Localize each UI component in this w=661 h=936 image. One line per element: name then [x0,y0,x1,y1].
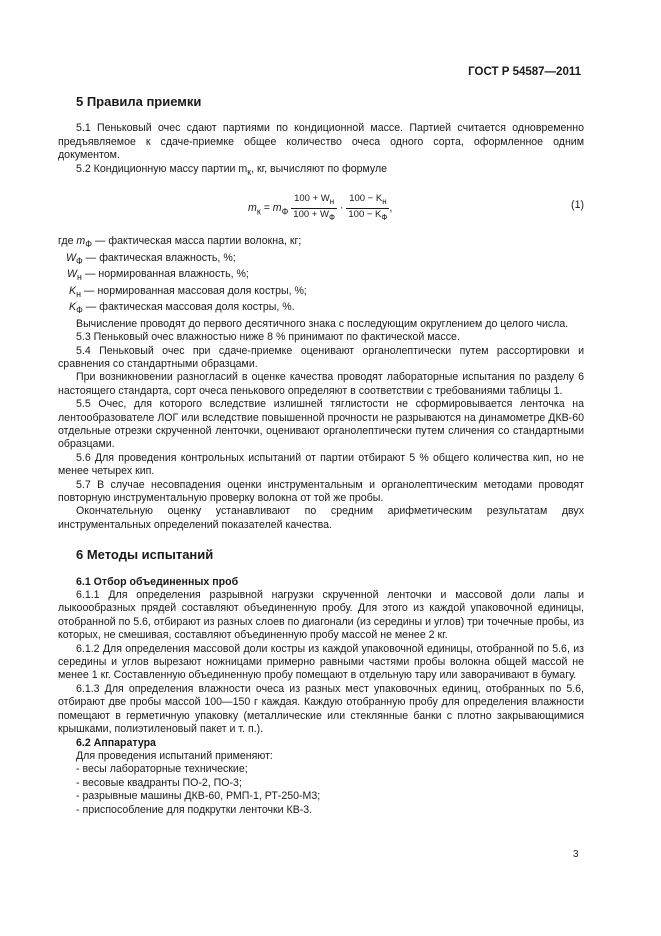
paragraph-6-2-intro: Для проведения испытаний применяют: [76,749,273,762]
formula-definitions [58,235,584,318]
definition-row: $K_Ф$ — фактическая массовая доля костры, %. [69,301,295,316]
paragraph-5-2: 5.2 Кондиционную массу партии $m_к$, кг, вычисляют по формуле [76,162,388,177]
definition-row: $K_н$ — нормированная массовая доля костры, %; [69,284,307,299]
paragraph-5-3: 5.3 Пеньковый очес влажностью ниже 8 % принимают по фактической массе. [76,331,460,344]
subsection-6-1-title: 6.1 Отбор объединенных проб [76,575,239,588]
paragraph-5-6: 5.6 Для проведения контрольных испытаний от партии отбирают 5 % общего количества кип, но не менее четырех кип. [58,451,584,478]
section-6-title: 6 Методы испытаний [76,547,214,563]
fraction-moisture: $\frac{100 + W_н}{100 + W_Ф}$ [293,193,335,222]
page-number: 3 [573,849,579,860]
list-item: - разрывные машины ДКВ-60, РМП-1, РТ-250-М3; [76,790,321,803]
paragraph-5-4: 5.4 Пеньковый очес при сдаче-приемке оценивают органолептически путем рассортировки и сравнения со стандартными образцами. [58,344,584,370]
paragraph-6-1-3: 6.1.3 Для определения влажности очеса из разных мест упаковочных единиц, отобранных по 5.6, отбирают две пробы массой 100—150 г каждая. Каждую отобранную пробу для определения влажности помещают в герметичную упаковку (металлические или стеклянные банки с плотно закрывающимися крышками, полиэтиленовый пакет и т. п.). [58,682,584,736]
definition-row: $W_Ф$ — фактическая влажность, %; [66,251,236,266]
list-item: - приспособление для подкрутки ленточки КВ-3. [76,803,313,816]
paragraph-calc: Вычисление проводят до первого десятичного знака с последующим округлением до целого числа. [76,317,569,330]
paragraph-5-1: 5.1 Пеньковый очес сдают партиями по кондиционной массе. Партией считается одновременно предъявляемое к сдаче-приемке общее количество очеса одного сорта, оформленное одним документом. [58,122,584,162]
paragraph-final-evaluation: Окончательную оценку устанавливают по средним арифметическим результатам двух инструментальных определений показателей качества. [58,505,584,531]
formula-expression: $m_к = m_Ф$ $\frac{100 + W_н}{100 + W_Ф}$ · $\frac{100 - K_н}{100 - K_Ф}$ , [248,193,393,222]
subsection-6-2-title: 6.2 Аппаратура [76,736,156,749]
fraction-shive: $\frac{100 - K_н}{100 - K_Ф}$ [348,193,388,222]
list-item: - весы лабораторные технические; [76,763,248,776]
paragraph-5-5: 5.5 Очес, для которого вследствие излишней тяглистости не сформировывается ленточка на лентообразователе ЛОГ или вследствие повышенной прочности не разрываются на динамометре ДКВ-60 отдельные отрезки скрученной ленточки, оценивают органолептически путем сличения со стандартными образцами. [58,398,584,451]
formula-1 [58,187,584,229]
list-item: - весовые квадранты ПО-2, ПО-3; [76,776,242,789]
definition-row: $W_н$ — нормированная влажность, %; [67,268,249,283]
page-content [58,95,584,817]
paragraph-6-1-2: 6.1.2 Для определения массовой доли костры из каждой упаковочной единицы, отобранной по 5.6, из середины и углов вырезают ножницами примерно равными частями пробы волокна общей массой не менее 1 кг. Составленную объединенную пробу помещают в отдельную тару или заворачивают в бумагу. [58,642,584,682]
definition-row: где $m_Ф$ — фактическая масса партии волокна, кг; [58,235,302,250]
paragraph-6-1-1: 6.1.1 Для определения разрывной нагрузки скрученной ленточки и массовой доли лапы и лыкоообразных прядей составляют объединенную пробу. Для этого из каждой упаковочной единицы, отобранной по 5.6, отбирают из разных слоев по диагонали (из середины и углов) три точечные пробы, из которых, не смешивая, составляют объединенную пробу массой не менее 2 кг. [58,589,584,642]
document-code: ГОСТ Р 54587—2011 [468,66,581,78]
section-5-title: 5 Правила приемки [76,94,202,109]
paragraph-disagreement: При возникновении разногласий в оценке качества проводят лабораторные испытания по разделу 6 настоящего стандарта, сорт очеса пенькового определяют в соответствии с требованиями таблицы 1. [58,371,584,397]
paragraph-5-7: 5.7 В случае несовпадения оценки инструментальным и органолептическим методами проводят повторную инструментальную проверку волокна от той же пробы. [58,478,584,504]
formula-number: (1) [571,199,584,212]
